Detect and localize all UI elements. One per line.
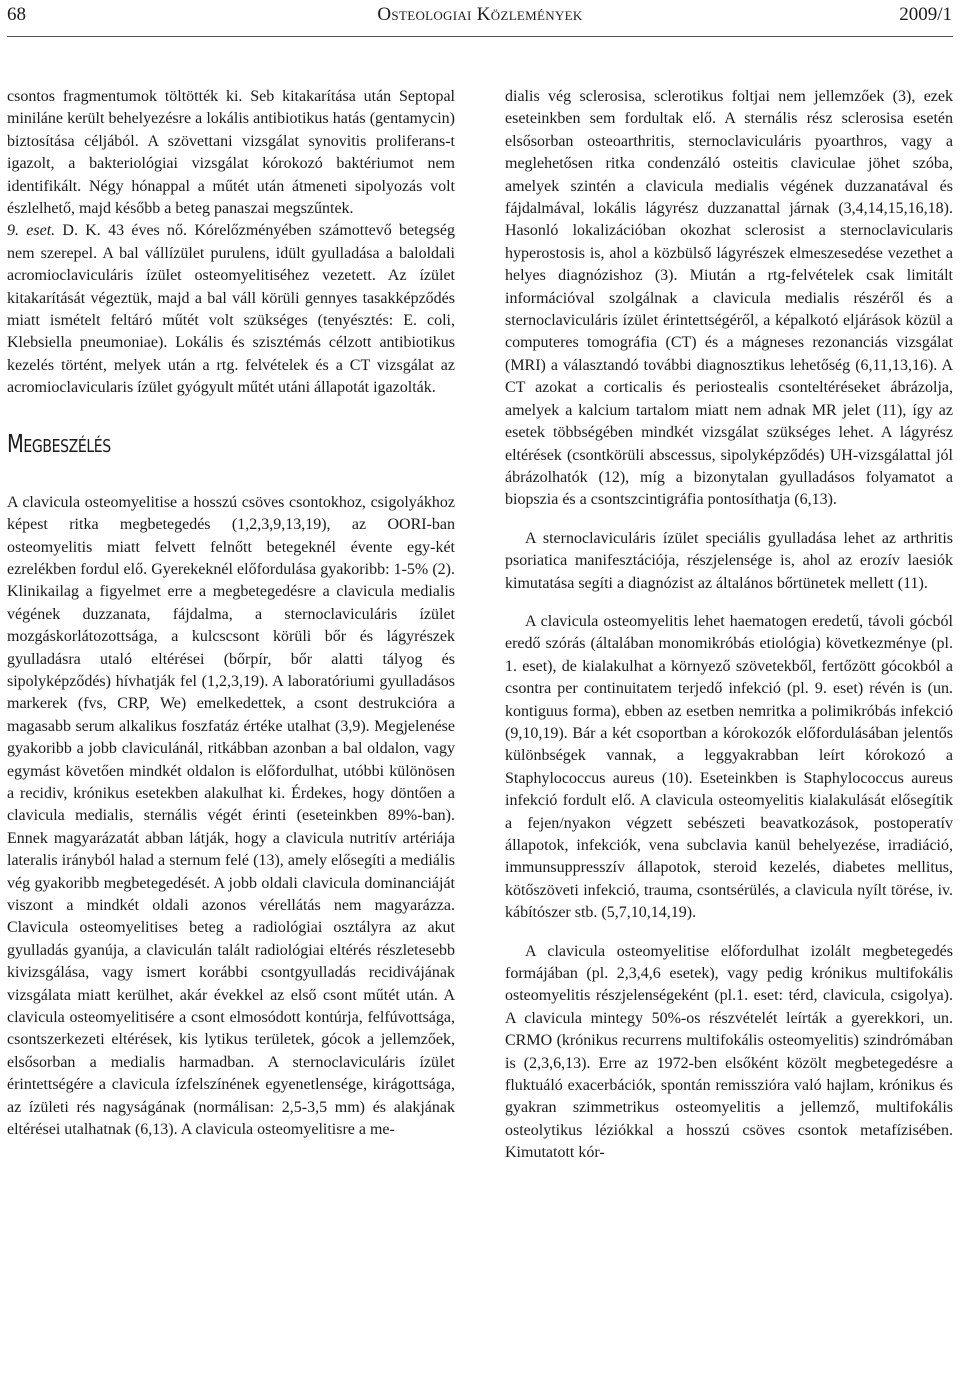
paragraph-case-continuation: csontos fragmentumok töltötték ki. Seb kitakarítása után Septopal miniláne került behelyezésre a lokális antibiotikus hatás (gentamycin) biztosítása céljából. A szövettani vizsgálat synovitis proliferans-t igazolt, a bakteriológiai vizsgálat kórokozó baktériumot nem identifikált. Négy hónappal a műtét után átmeneti sipolyozás volt észlelhető, majd később a beteg panaszai megszűntek. <box>7 88 455 218</box>
header-rule <box>7 36 953 37</box>
case-label: 9. eset. <box>7 222 56 240</box>
case-9-text: D. K. 43 éves nő. Kórelőzményében számottevő betegség nem szerepel. A bal vállízület purulens, idült gyulladása a baloldali acromioclaviculáris ízület osteomyelitiséhez vezetett. Az ízület kitakarítását végeztük, majd a bal váll körüli gennyes tasakképződés miatt ismételt feltáró műtét volt szükséges (tenyésztés: E. coli, Klebsiella pneumoniae). Lokális és szisztémás célzott antibiotikus kezelés történt, melyek után a rtg. felvételek és a CT vizsgálat az acromioclavicularis ízület gyógyult műtét utáni állapotát igazolták. <box>7 222 456 397</box>
right-column <box>505 86 953 1165</box>
paragraph-discussion-4: A clavicula osteomyelitis lehet haematogen eredetű, távoli gócból eredő szórás (általában monomikróbás etiológia) következménye (pl. 1. eset), de kialakulhat a környező szövetekből, fertőzött gócokból a csontra per continuitatem terjedő infekció (pl. 9. eset) révén is (un. kontiguus forma), ebben az esetben nemritka a polimikróbás infekció (9,10,19). Bár a két csoportban a kórokozók előfordulásában jelentős különbségek vannak, a leggyakrabban leírt kórokozó a Staphylococcus aureus (10). Eseteinkben is Staphylococcus aureus infekció fordult elő. A clavicula osteomyelitis kialakulását elősegítik a fejen/nyakon végzett sebészeti beavatkozások, postoperatív állapotok, infekciók, vena subclavia kanül behelyezése, irradiáció, immunsuppresszív állapotok, steroid kezelés, diabetes mellitus, kötőszöveti infekció, trauma, csontsérülés, a clavicula nyílt törése, iv. kábítószer stb. (5,7,10,14,19). <box>505 612 953 922</box>
paragraph-discussion-1: A clavicula osteomyelitise a hosszú csöves csontokhoz, csigolyákhoz képest ritka megbetegedés (1,2,3,9,13,19), az OORI-ban osteomyelitis miatt felvett felnőtt betegeknél évente egy-két ezrelékben fordul elő. Gyerekeknél előfordulása gyakoribb: 1-5% (2). Klinikailag a figyelmet erre a megbetegedésre a clavicula medialis végének duzzanata, fájdalma, a sternoclaviculáris ízület mozgáskorlátozottsága, a kulcscsont körüli bőr és lágyrészek gyulladásra utaló eltérései (bőrpír, bőr alatti tályog és sipolyképződés) hívhatják fel (1,2,3,19). A laboratóriumi gyulladásos markerek (fvs, CRP, We) emelkedettek, a csont destrukcióra a magasabb serum alkalikus foszfatáz értéke utalhat (3,9). Megjelenése gyakoribb a jobb claviculánál, ritkábban azonban a bal oldalon, vagy egymást követően mindkét oldalon is előfordulhat, utóbbi különösen a recidiv, krónikus esetekben alakulhat ki. Érdekes, hogy döntően a clavicula medialis, sternális végét érinti (eseteinkben 89%-ban). Ennek magyarázatát abban látják, hogy a clavicula nutritív artériája lateralis irányból halad a sternum felé (13), amely elősegíti a mediális vég gyakoribb megbetegedését. A jobb oldali clavicula dominanciáját viszont a mindkét oldali azonos vérellátás nem magyarázza. Clavicula osteomyelitises beteg a radiológiai osztályra az akut gyulladás gyanúja, a claviculán talált radiológiai eltérés részletesebb kivizsgálása, vagy ismert korábbi csontgyulladás recidivájának vizsgálata miatt kerülhet, akár évekkel az első csont műtét után. A clavicula osteomyelitisére a csont elmosódott kontúrja, felfúvottsága, csontszerkezeti eltérések, kis lytikus területek, gócok a jellemzőek, elsősorban a medialis harmadban. A sternoclaviculáris ízület érintettségére a clavicula ízfelszínének egyenetlensége, kirágottsága, az ízületi rés nagyságának (normálisan: 2,5-3,5 mm) és alakjának eltérései utalhatnak (6,13). A clavicula osteomyelitisre a me- <box>7 493 455 1139</box>
page-number: 68 <box>7 4 26 25</box>
paragraph-discussion-2: dialis vég sclerosisa, sclerotikus foltjai nem jellemzőek (3), ezek eseteinkben sem fordultak elő. A sternális rész sclerosisa esetén elsősorban osteoarthritis, sternoclaviculáris pyoarthros, vagy a meglehetősen ritka condenzáló osteitis claviculae jöhet szóba, amelyek szintén a clavicula medialis végének duzzanatával és fájdalmával, lokális lágyrész duzzanattal járnak (3,4,14,15,16,18). Hasonló lokalizációban okozhat sclerosist a sternoclavicularis hyperostosis is, ahol a közbülső lágyrészek elmeszesedése vezethet a helyes diagnózishoz (3). Miután a rtg-felvételek csak limitált információval szolgálnak a clavicula medialis részéről és a sternoclaviculáris ízület érintettségéről, a képalkotó eljárások közül a computeres tomográfia (CT) és a mágneses rezonanciás vizsgálat (MRI) a választandó további diagnosztikus lehetőség (6,11,13,16). A CT azokat a corticalis és periostealis csonteltéréseket ábrázolja, amelyek a kalcium tartalom miatt nem adnak MR jelet (11), így az esetek többségében mindkét vizsgálat szükséges lehet. A lágyrész eltérések (csontkörüli abscessus, sipolyképződés) UH-vizsgálattal jól ábrázolhatók (12), míg a bizonytalan gyulladásos folyamatot a biopszia és a csontszcintigráfia pontosíthatja (6,13). <box>505 88 953 509</box>
paragraph-case-9 <box>7 220 455 399</box>
page-header <box>0 0 960 40</box>
issue-number: 2009/1 <box>899 4 952 25</box>
paragraph-discussion-3: A sternoclaviculáris ízület speciális gyulladása lehet az arthritis psoriatica manifesztációja, részjelensége is, ahol az erozív laesiók kimutatása segíti a diagnózist az általános bőrtünetek mellett (11). <box>505 529 953 592</box>
paragraph-discussion-5: A clavicula osteomyelitise előfordulhat izolált megbetegedés formájában (pl. 2,3,4,6 esetek), vagy pedig krónikus multifokális osteomyelitis részjelenségeként (pl.1. eset: térd, clavicula, csigolya). A clavicula mintegy 50%-os részvételét leírták a gyerekkori, un. CRMO (krónikus recurrens multifokális osteomyelitis) szindrómában is (2,3,6,13). Erre az 1972-ben elsőként közölt megbetegedésre a fluktuáló exacerbációk, spontán remisszióra való hajlam, krónikus és gyakran szimmetrikus osteomyelitis a jellemző, multifokális osteolytikus léziókkal a hosszú csöves csontok metafízisében. Kimutatott kór- <box>505 942 953 1162</box>
section-heading-discussion: Megbeszélés <box>7 428 111 458</box>
left-column <box>7 86 455 1141</box>
journal-title: Osteologiai Közlemények <box>377 4 583 25</box>
